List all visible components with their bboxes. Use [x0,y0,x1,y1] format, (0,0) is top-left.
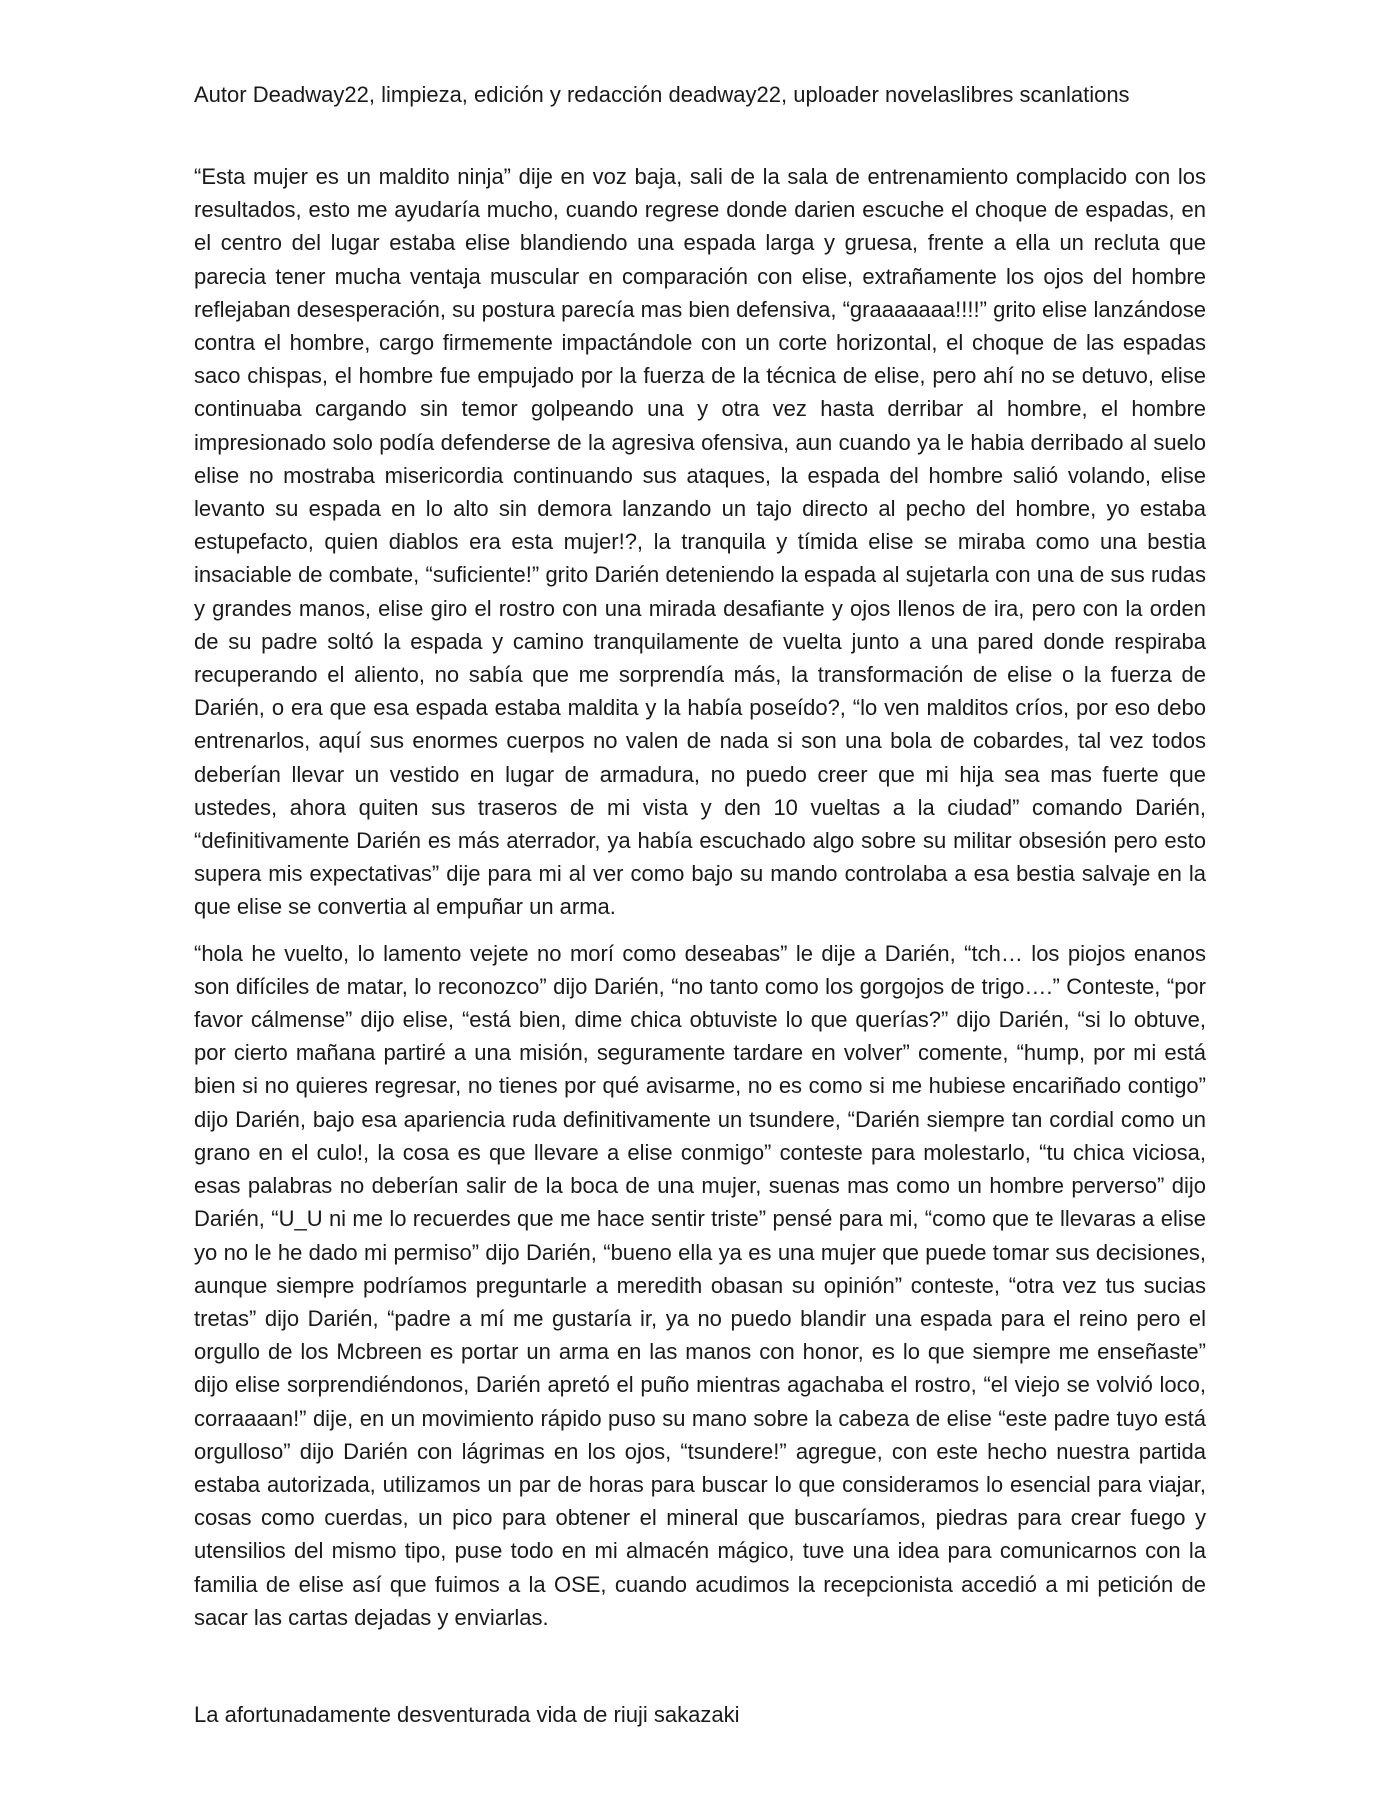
body-text [194,160,1206,1647]
page-footer: La afortunadamente desventurada vida de riuji sakazaki [194,1702,740,1727]
paragraph-1: “Esta mujer es un maldito ninja” dije en voz baja, sali de la sala de entrenamiento complacido con los resultados, esto me ayudaría mucho, cuando regrese donde darien escuche el choque de espadas, en el centro del lugar estaba elise blandiendo una espada larga y gruesa, frente a ella un recluta que parecia tener mucha ventaja muscular en comparación con elise, extrañamente los ojos del hombre reflejaban desesperación, su postura parecía mas bien defensiva, “graaaaaaa!!!!” grito elise lanzándose contra el hombre, cargo firmemente impactándole con un corte horizontal, el choque de las espadas saco chispas, el hombre fue empujado por la fuerza de la técnica de elise, pero ahí no se detuvo, elise continuaba cargando sin temor golpeando una y otra vez hasta derribar al hombre, el hombre impresionado solo podía defenderse de la agresiva ofensiva, aun cuando ya le habia derribado al suelo elise no mostraba misericordia continuando sus ataques, la espada del hombre salió volando, elise levanto su espada en lo alto sin demora lanzando un tajo directo al pecho del hombre, yo estaba estupefacto, quien diablos era esta mujer!?, la tranquila y tímida elise se miraba como una bestia insaciable de combate, “suficiente!” grito Darién deteniendo la espada al sujetarla con una de sus rudas y grandes manos, elise giro el rostro con una mirada desafiante y ojos llenos de ira, pero con la orden de su padre soltó la espada y camino tranquilamente de vuelta junto a una pared donde respiraba recuperando el aliento, no sabía que me sorprendía más, la transformación de elise o la fuerza de Darién, o era que esa espada estaba maldita y la había poseído?, “lo ven malditos críos, por eso debo entrenarlos, aquí sus enormes cuerpos no valen de nada si son una bola de cobardes, tal vez todos deberían llevar un vestido en lugar de armadura, no puedo creer que mi hija sea mas fuerte que ustedes, ahora quiten sus traseros de mi vista y den 10 vueltas a la ciudad” comando Darién, “definitivamente Darién es más aterrador, ya había escuchado algo sobre su militar obsesión pero esto supera mis expectativas” dije para mi al ver como bajo su mando controlaba a esa bestia salvaje en la que elise se convertia al empuñar un arma. [194,164,1206,920]
page-header: Autor Deadway22, limpieza, edición y redacción deadway22, uploader novelaslibres scanlations [194,82,1130,107]
paragraph-2: “hola he vuelto, lo lamento vejete no morí como deseabas” le dije a Darién, “tch… los piojos enanos son difíciles de matar, lo reconozco” dijo Darién, “no tanto como los gorgojos de trigo….” Conteste, “por favor cálmense” dijo elise, “está bien, dime chica obtuviste lo que querías?” dijo Darién, “si lo obtuve, por cierto mañana partiré a una misión, seguramente tardare en volver” comente, “hump, por mi está bien si no quieres regresar, no tienes por qué avisarme, no es como si me hubiese encariñado contigo” dijo Darién, bajo esa apariencia ruda definitivamente un tsundere, “Darién siempre tan cordial como un grano en el culo!, la cosa es que llevare a elise conmigo” conteste para molestarlo, “tu chica viciosa, esas palabras no deberían salir de la boca de una mujer, suenas mas como un hombre perverso” dijo Darién, “U_U ni me lo recuerdes que me hace sentir triste” pensé para mi, “como que te llevaras a elise yo no le he dado mi permiso” dijo Darién, “bueno ella ya es una mujer que puede tomar sus decisiones, aunque siempre podríamos preguntarle a meredith obasan su opinión” conteste, “otra vez tus sucias tretas” dijo Darién, “padre a mí me gustaría ir, ya no puedo blandir una espada para el reino pero el orgullo de los Mcbreen es portar un arma en las manos con honor, es lo que siempre me enseñaste” dijo elise sorprendiéndonos, Darién apretó el puño mientras agachaba el rostro, “el viejo se volvió loco, corraaaan!” dije, en un movimiento rápido puso su mano sobre la cabeza de elise “este padre tuyo está orgulloso” dijo Darién con lágrimas en los ojos, “tsundere!” agregue, con este hecho nuestra partida estaba autorizada, utilizamos un par de horas para buscar lo que consideramos lo esencial para viajar, cosas como cuerdas, un pico para obtener el mineral que buscaríamos, piedras para crear fuego y utensilios del mismo tipo, puse todo en mi almacén mágico, tuve una idea para comunicarnos con la familia de elise así que fuimos a la OSE, cuando acudimos la recepcionista accedió a mi petición de sacar las cartas dejadas y enviarlas. [194,940,1206,1630]
